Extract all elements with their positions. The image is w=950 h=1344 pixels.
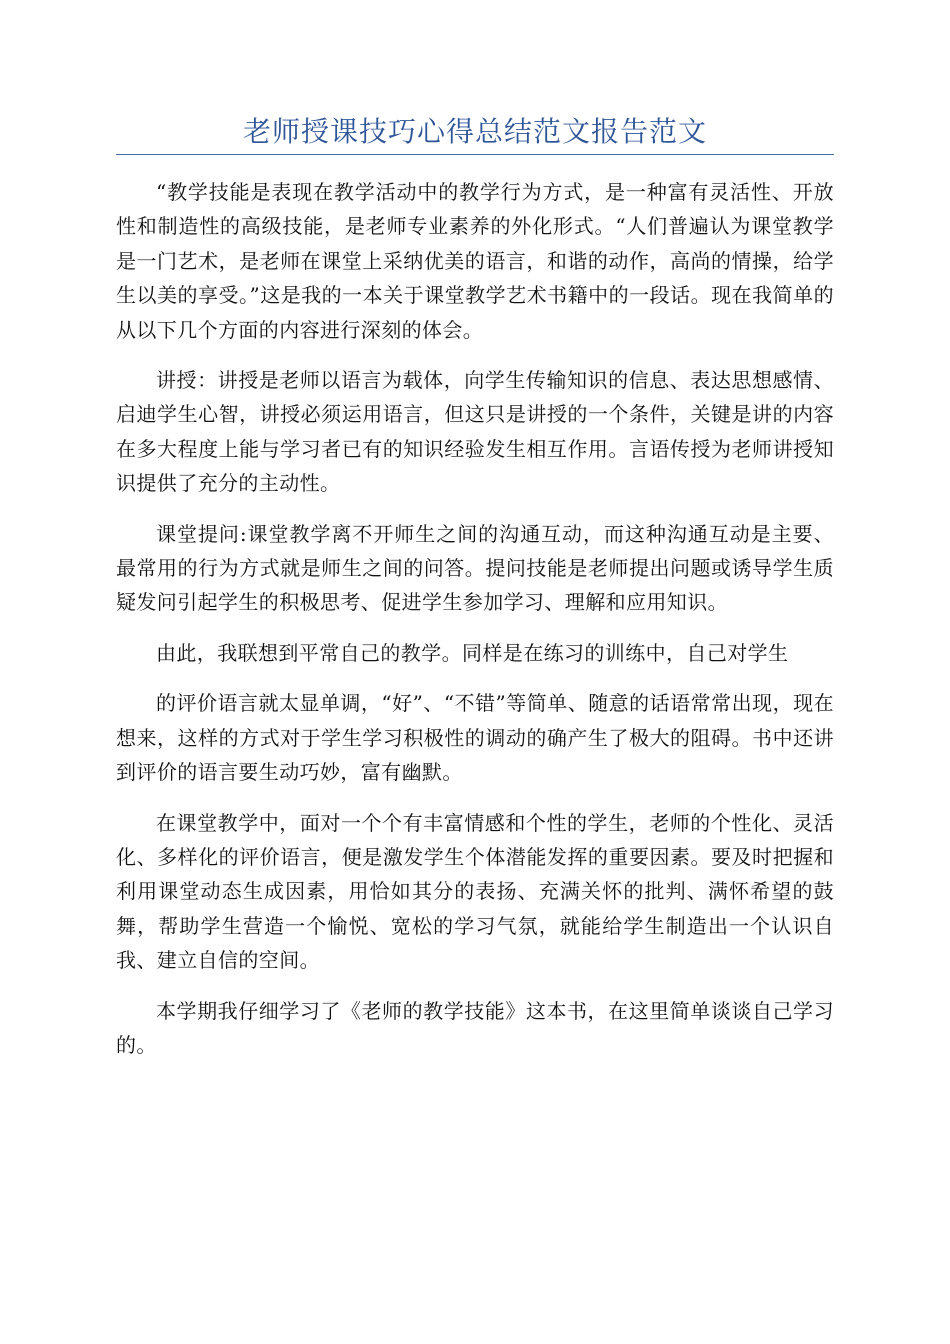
paragraph-classroom-teaching: 在课堂教学中，面对一个个有丰富情感和个性的学生，老师的个性化、灵活化、多样化的评价语言，便是激发学生个体潜能发挥的重要因素。要及时把握和利用课堂动态生成因素，用恰如其分的表扬、充满关怀的批判、满怀希望的鼓舞，帮助学生营造一个愉悦、宽松的学习气氛，就能给学生制造出一个认识自我、建立自信的空间。	[116, 810, 834, 973]
paragraph-reflection: 由此，我联想到平常自己的教学。同样是在练习的训练中，自己对学生	[156, 640, 789, 665]
title-underline	[116, 154, 834, 155]
document-body	[116, 175, 834, 1062]
paragraph-semester-study: 本学期我仔细学习了《老师的教学技能》这本书，在这里简单谈谈自己学习的。	[116, 998, 834, 1057]
paragraph-questioning: 课堂提问:课堂教学离不开师生之间的沟通互动，而这种沟通互动是主要、最常用的行为方式就是师生之间的问答。提问技能是老师提出问题或诱导学生质疑发问引起学生的积极思考、促进学生参加学习、理解和应用知识。	[116, 521, 834, 615]
document-title: 老师授课技巧心得总结范文报告范文	[242, 115, 707, 148]
paragraph-evaluation-language: 的评价语言就太显单调，“好”、“不错”等简单、随意的话语常常出现，现在想来，这样的方式对于学生学习积极性的调动的确产生了极大的阻碍。书中还讲到评价的语言要生动巧妙，富有幽默。	[116, 691, 834, 785]
paragraph-intro: “教学技能是表现在教学活动中的教学行为方式，是一种富有灵活性、开放性和制造性的高级技能，是老师专业素养的外化形式。“人们普遍认为课堂教学是一门艺术，是老师在课堂上采纳优美的语言，和谐的动作，高尚的情操，给学生以美的享受。”这是我的一本关于课堂教学艺术书籍中的一段话。现在我简单的从以下几个方面的内容进行深刻的体会。	[116, 180, 834, 342]
paragraph-lecturing: 讲授：讲授是老师以语言为载体，向学生传输知识的信息、表达思想感情、启迪学生心智，讲授必须运用语言，但这只是讲授的一个条件，关键是讲的内容在多大程度上能与学习者已有的知识经验发生相互作用。言语传授为老师讲授知识提供了充分的主动性。	[116, 368, 834, 496]
document-page	[116, 0, 834, 1078]
